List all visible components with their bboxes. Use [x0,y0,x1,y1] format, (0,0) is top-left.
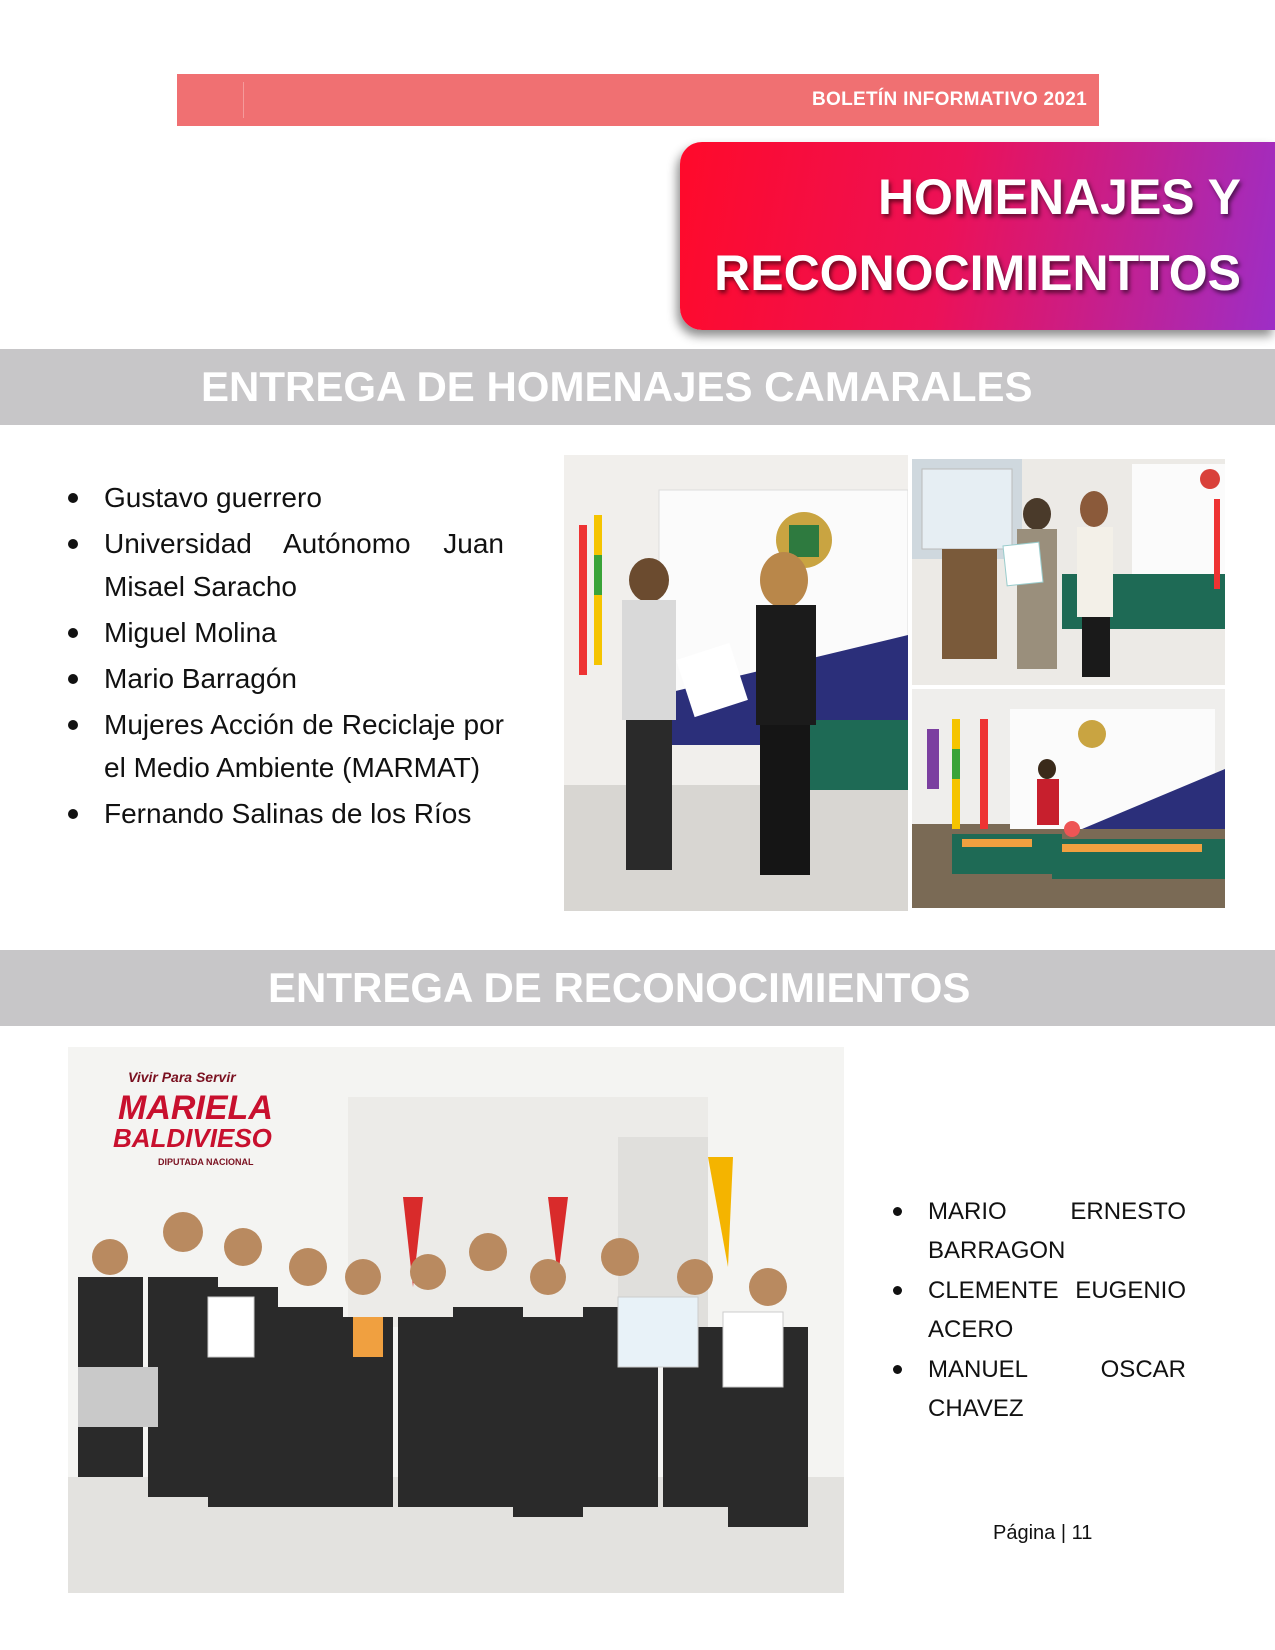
homenajes-list [64,476,504,838]
photo-ceremony-certificate [912,459,1225,685]
photo-ceremony-certificate-image [912,459,1225,685]
section-heading-text: ENTREGA DE HOMENAJES CAMARALES [201,363,1033,410]
photo-ceremony-handshake-image [564,455,908,911]
photo-group-recognition [68,1047,844,1593]
page-title-line2: RECONOCIMIENTTOS [714,245,1241,301]
reconocimientos-list [890,1192,1186,1429]
section-heading-reconocimientos [0,950,1275,1026]
section-heading-text: ENTREGA DE RECONOCIMIENTOS [268,964,971,1011]
header-bar [177,74,1099,126]
list-item: Gustavo guerrero [64,476,504,519]
page-title-box [680,142,1275,330]
list-item: Mujeres Acción de Reciclaje por el Medio Ambiente (MARMAT) [64,703,504,789]
logo-tagline: Vivir Para Servir [128,1069,236,1085]
logo-role: DIPUTADA NACIONAL [158,1157,254,1167]
photo-ceremony-handshake [564,455,908,911]
logo-name-last: BALDIVIESO [113,1123,272,1153]
page-title-line1: HOMENAJES Y [877,169,1241,225]
list-item: MANUEL OSCAR CHAVEZ [890,1350,1186,1428]
photo-ceremony-table-image [912,689,1225,908]
logo-name-first: MARIELA [118,1089,273,1127]
section-heading-homenajes [0,349,1275,425]
header-separator [243,82,244,118]
bulletin-label: BOLETÍN INFORMATIVO 2021 [812,89,1087,110]
photo-group-recognition-image [68,1047,844,1593]
list-item: MARIO ERNESTO BARRAGON [890,1192,1186,1270]
list-item: Mario Barragón [64,657,504,700]
page-number: Página | 11 [993,1522,1093,1544]
list-item: Fernando Salinas de los Ríos [64,792,504,835]
list-item: CLEMENTE EUGENIO ACERO [890,1271,1186,1349]
list-item: Miguel Molina [64,611,504,654]
list-item: Universidad Autónomo Juan Misael Saracho [64,522,504,608]
photo-ceremony-table [912,689,1225,908]
